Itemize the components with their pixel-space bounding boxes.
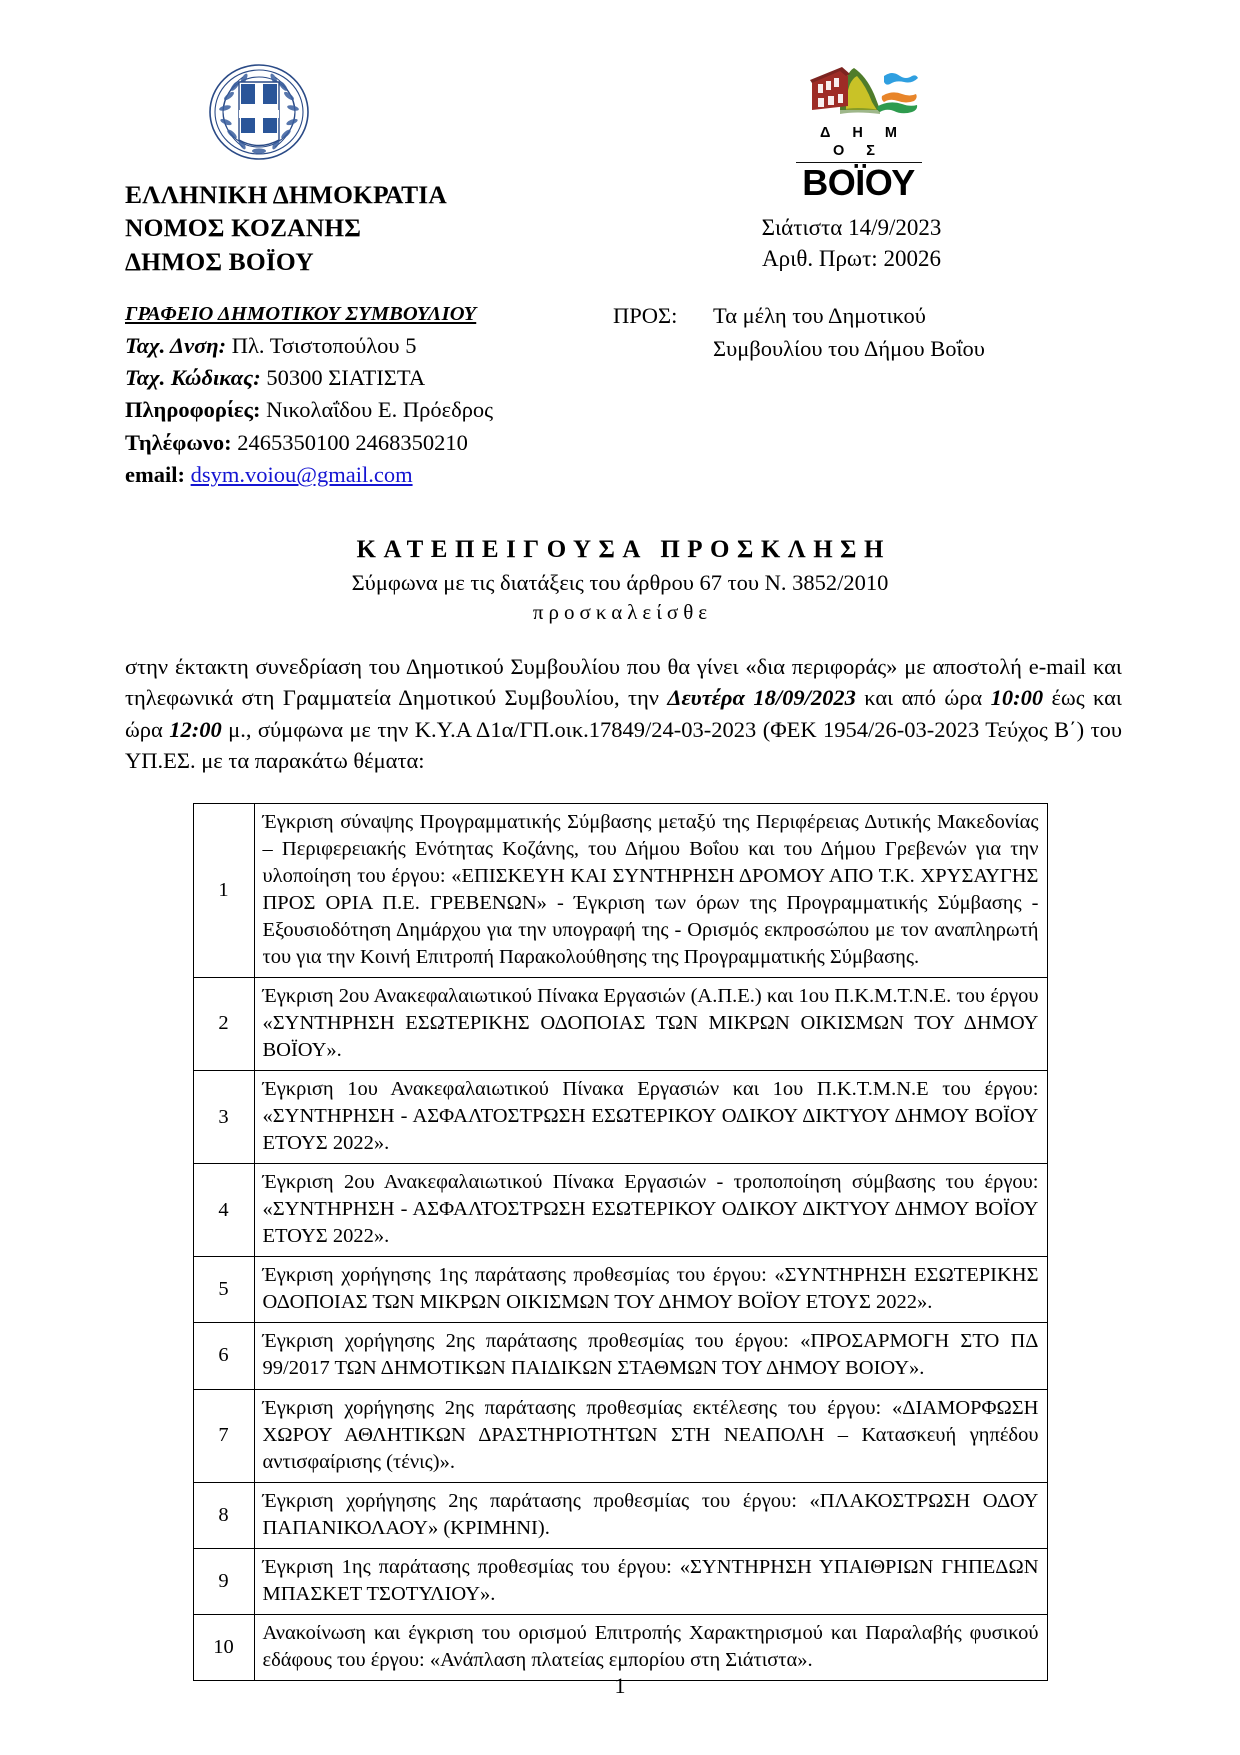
place-date: Σιάτιστα 14/9/2023 <box>761 215 942 241</box>
header-left-block <box>125 56 595 278</box>
table-row <box>193 1614 1047 1680</box>
body-emphasis-date: Δευτέρα 18/09/2023 <box>667 685 856 711</box>
agenda-row-number: 8 <box>193 1482 254 1548</box>
dimos-voiou-logo-icon <box>796 60 922 122</box>
info-value: Νικολαΐδου Ε. Πρόεδρος <box>266 397 494 423</box>
agenda-row-number: 3 <box>193 1071 254 1164</box>
organization-line-2: ΝΟΜΟΣ ΚΟΖΑΝΗΣ <box>125 213 362 243</box>
agenda-row-text: Ανακοίνωση και έγκριση του ορισμού Επιτροπής Χαρακτηρισμού και Παραλαβής φυσικού εδάφους του έργου: «Ανάπλαση πλατείας εμπορίου στη Σιάτιστα». <box>254 1614 1047 1680</box>
agenda-row-text: Έγκριση χορήγησης 2ης παράτασης προθεσμίας του έργου: «ΠΛΑΚΟΣΤΡΩΣΗ ΟΔΟΥ ΠΑΠΑΝΙΚΟΛΑΟΥ» (ΚΡΙΜΗΝΙ). <box>254 1482 1047 1548</box>
body-paragraph <box>125 651 1122 777</box>
organization-line-3: ΔΗΜΟΣ ΒΟΪΟΥ <box>125 246 314 276</box>
body-emphasis-end-time: 12:00 <box>169 716 222 742</box>
table-row <box>193 1323 1047 1389</box>
phone-row <box>125 427 595 459</box>
document-header <box>0 0 1240 278</box>
body-emphasis-start-time: 10:00 <box>990 685 1044 711</box>
agenda-row-text: Έγκριση χορήγησης 2ης παράτασης προθεσμίας εκτέλεσης του έργου: «ΔΙΑΜΟΡΦΩΣΗ ΧΩΡΟΥ ΑΘΛΗΤΙΚΩΝ ΔΡΑΣΤΗΡΙΟΤΗΤΩΝ ΣΤΗ ΝΕΑΠΟΛΗ – Κατασκευή γηπέδου αντισφαίρισης (τένις)». <box>254 1389 1047 1482</box>
agenda-row-text: Έγκριση 2ου Ανακεφαλαιωτικού Πίνακα Εργασιών - τροποποίηση σύμβασης του έργου: «ΣΥΝΤΗΡΗΣΗ - ΑΣΦΑΛΤΟΣΤΡΩΣΗ ΕΣΩΤΕΡΙΚΟΥ ΟΔΙΚΟΥ ΔΙΚΤΥΟΥ ΔΗΜΟΥ ΒΟΪΟΥ ΕΤΟΥΣ 2022». <box>254 1164 1047 1257</box>
title-section <box>0 536 1240 625</box>
info-row <box>125 394 595 426</box>
table-row <box>193 803 1047 977</box>
recipient-line-1: Τα μέλη του Δημοτικού <box>713 303 926 329</box>
office-title: ΓΡΑΦΕΙΟ ΔΗΜΟΤΙΚΟΥ ΣΥΜΒΟΥΛΙΟΥ <box>125 303 477 326</box>
agenda-row-number: 5 <box>193 1257 254 1323</box>
agenda-row-text: Έγκριση σύναψης Προγραμματικής Σύμβασης μεταξύ της Περιφέρειας Δυτικής Μακεδονίας – Περιφερειακής Ενότητας Κοζάνης, του Δήμου Βοΐου και του Δήμου Γρεβενών για την υλοποίηση του έργου: «ΕΠΙΣΚΕΥΗ ΚΑΙ ΣΥΝΤΗΡΗΣΗ ΔΡΟΜΟΥ ΑΠΟ Τ.Κ. ΧΡΥΣΑΥΓΗΣ ΠΡΟΣ ΟΡΙΑ Π.Ε. ΓΡΕΒΕΝΩΝ» - Έγκριση των όρων της Προγραμματικής Σύμβασης - Εξουσιοδότηση Δημάρχου για την υπογραφή της - Ορισμός εκπροσώπου με τον αναπληρωτή του για την Κοινή Επιτροπή Παρακολούθησης της Προγραμματικής Σύμβασης. <box>254 803 1047 977</box>
dimos-voiou-logo <box>785 60 933 204</box>
table-row <box>193 1257 1047 1323</box>
recipient-line-2: Συμβουλίου του Δήμου Βοΐου <box>713 335 985 361</box>
document-title: ΚΑΤΕΠΕΙΓΟΥΣΑ ΠΡΟΣΚΛΗΣΗ <box>356 535 891 563</box>
agenda-row-text: Έγκριση 1ου Ανακεφαλαιωτικού Πίνακα Εργασιών και 1ου Π.Κ.Τ.Μ.Ν.Ε του έργου: «ΣΥΝΤΗΡΗΣΗ - ΑΣΦΑΛΤΟΣΤΡΩΣΗ ΕΣΩΤΕΡΙΚΟΥ ΟΔΙΚΟΥ ΔΙΚΤΥΟΥ ΔΗΜΟΥ ΒΟΪΟΥ ΕΤΟΥΣ 2022». <box>254 1071 1047 1164</box>
recipient-label: ΠΡΟΣ: <box>613 303 678 329</box>
body-part-2: και από ώρα <box>855 685 991 711</box>
logo-dimos-text: Δ Η Μ Ο Σ <box>796 122 922 163</box>
info-label: Πληροφορίες: <box>125 397 261 423</box>
agenda-row-text: Έγκριση χορήγησης 2ης παράτασης προθεσμίας του έργου: «ΠΡΟΣΑΡΜΟΓΗ ΣΤΟ ΠΔ 99/2017 ΤΩΝ ΔΗΜΟΤΙΚΩΝ ΠΑΙΔΙΚΩΝ ΣΤΑΘΜΩΝ ΤΟΥ ΔΗΜΟΥ ΒΟΙΟΥ». <box>254 1323 1047 1389</box>
invitation-word: προσκαλείσθε <box>532 599 713 624</box>
phone-value: 2465350100 2468350210 <box>237 429 468 455</box>
agenda-row-number: 10 <box>193 1614 254 1680</box>
agenda-row-text: Έγκριση χορήγησης 1ης παράτασης προθεσμίας του έργου: «ΣΥΝΤΗΡΗΣΗ ΕΣΩΤΕΡΙΚΗΣ ΟΔΟΠΟΙΑΣ ΤΩΝ ΜΙΚΡΩΝ ΟΙΚΙΣΜΩΝ ΤΟΥ ΔΗΜΟΥ ΒΟΪΟΥ ΕΤΟΥΣ 2022». <box>254 1257 1047 1323</box>
address-label: Ταχ. Δνση: <box>125 332 227 358</box>
agenda-table-body <box>193 803 1047 1680</box>
table-row <box>193 1071 1047 1164</box>
agenda-row-text: Έγκριση 2ου Ανακεφαλαιωτικού Πίνακα Εργασιών (Α.Π.Ε.) και 1ου Π.Κ.Μ.Τ.Ν.Ε. του έργου «ΣΥΝΤΗΡΗΣΗ ΕΣΩΤΕΡΙΚΗΣ ΟΔΟΠΟΙΑΣ ΤΩΝ ΜΙΚΡΩΝ ΟΙΚΙΣΜΩΝ ΤΟΥ ΔΗΜΟΥ ΒΟΪΟΥ». <box>254 977 1047 1070</box>
table-row <box>193 1389 1047 1482</box>
agenda-table <box>193 803 1048 1681</box>
document-subtitle: Σύμφωνα με τις διατάξεις του άρθρου 67 του Ν. 3852/2010 <box>351 569 889 595</box>
postcode-value: 50300 ΣΙΑΤΙΣΤΑ <box>266 365 426 391</box>
address-row <box>125 330 595 362</box>
agenda-row-number: 7 <box>193 1389 254 1482</box>
header-right-block <box>595 56 1122 274</box>
contact-block <box>125 300 595 491</box>
email-row <box>125 459 595 491</box>
body-part-4: μ., σύμφωνα με την Κ.Υ.Α Δ1α/ΓΠ.οικ.17849/24-03-2023 (ΦΕΚ 1954/26-03-2023 Τεύχος Β΄) του ΥΠ.ΕΣ. με τα παρακάτω θέματα: <box>125 716 1122 774</box>
contact-recipient-section <box>0 278 1240 491</box>
table-row <box>193 977 1047 1070</box>
table-row <box>193 1164 1047 1257</box>
body-part-3: έως και ώρα <box>125 685 1122 742</box>
table-row <box>193 1548 1047 1614</box>
organization-title <box>125 178 595 278</box>
table-row <box>193 1482 1047 1548</box>
agenda-row-number: 4 <box>193 1164 254 1257</box>
email-label: email: <box>125 462 185 488</box>
postcode-label: Ταχ. Κώδικας: <box>125 365 261 391</box>
recipient-body <box>713 300 1122 491</box>
recipient-block <box>595 300 1122 491</box>
email-link[interactable]: dsym.voiou@gmail.com <box>190 462 413 488</box>
agenda-row-number: 9 <box>193 1548 254 1614</box>
phone-label: Τηλέφωνο: <box>125 429 232 455</box>
body-part-1: στην έκτακτη συνεδρίαση του Δημοτικού Συμβουλίου που θα γίνει «δια περιφοράς» με αποστολή e-mail και τηλεφωνικά στη Γραμματεία Δημοτικού Συμβουλίου, την <box>125 653 1122 711</box>
agenda-row-number: 1 <box>193 803 254 977</box>
page-number: 1 <box>614 1673 626 1698</box>
agenda-row-number: 2 <box>193 977 254 1070</box>
greek-coat-of-arms-icon <box>203 56 315 168</box>
organization-line-1: ΕΛΛΗΝΙΚΗ ΔΗΜΟΚΡΑΤΙΑ <box>125 180 447 209</box>
address-value: Πλ. Τσιστοπούλου 5 <box>231 332 417 358</box>
logo-voiou-text: ΒΟΪΟΥ <box>802 162 915 204</box>
postcode-row <box>125 362 595 394</box>
agenda-row-text: Έγκριση 1ης παράτασης προθεσμίας του έργου: «ΣΥΝΤΗΡΗΣΗ ΥΠΑΙΘΡΙΩΝ ΓΗΠΕΔΩΝ ΜΠΑΣΚΕΤ ΤΣΟΤΥΛΙΟΥ». <box>254 1548 1047 1614</box>
date-protocol-block <box>595 213 1122 274</box>
protocol-number: Αριθ. Πρωτ: 20026 <box>762 245 941 271</box>
agenda-row-number: 6 <box>193 1323 254 1389</box>
